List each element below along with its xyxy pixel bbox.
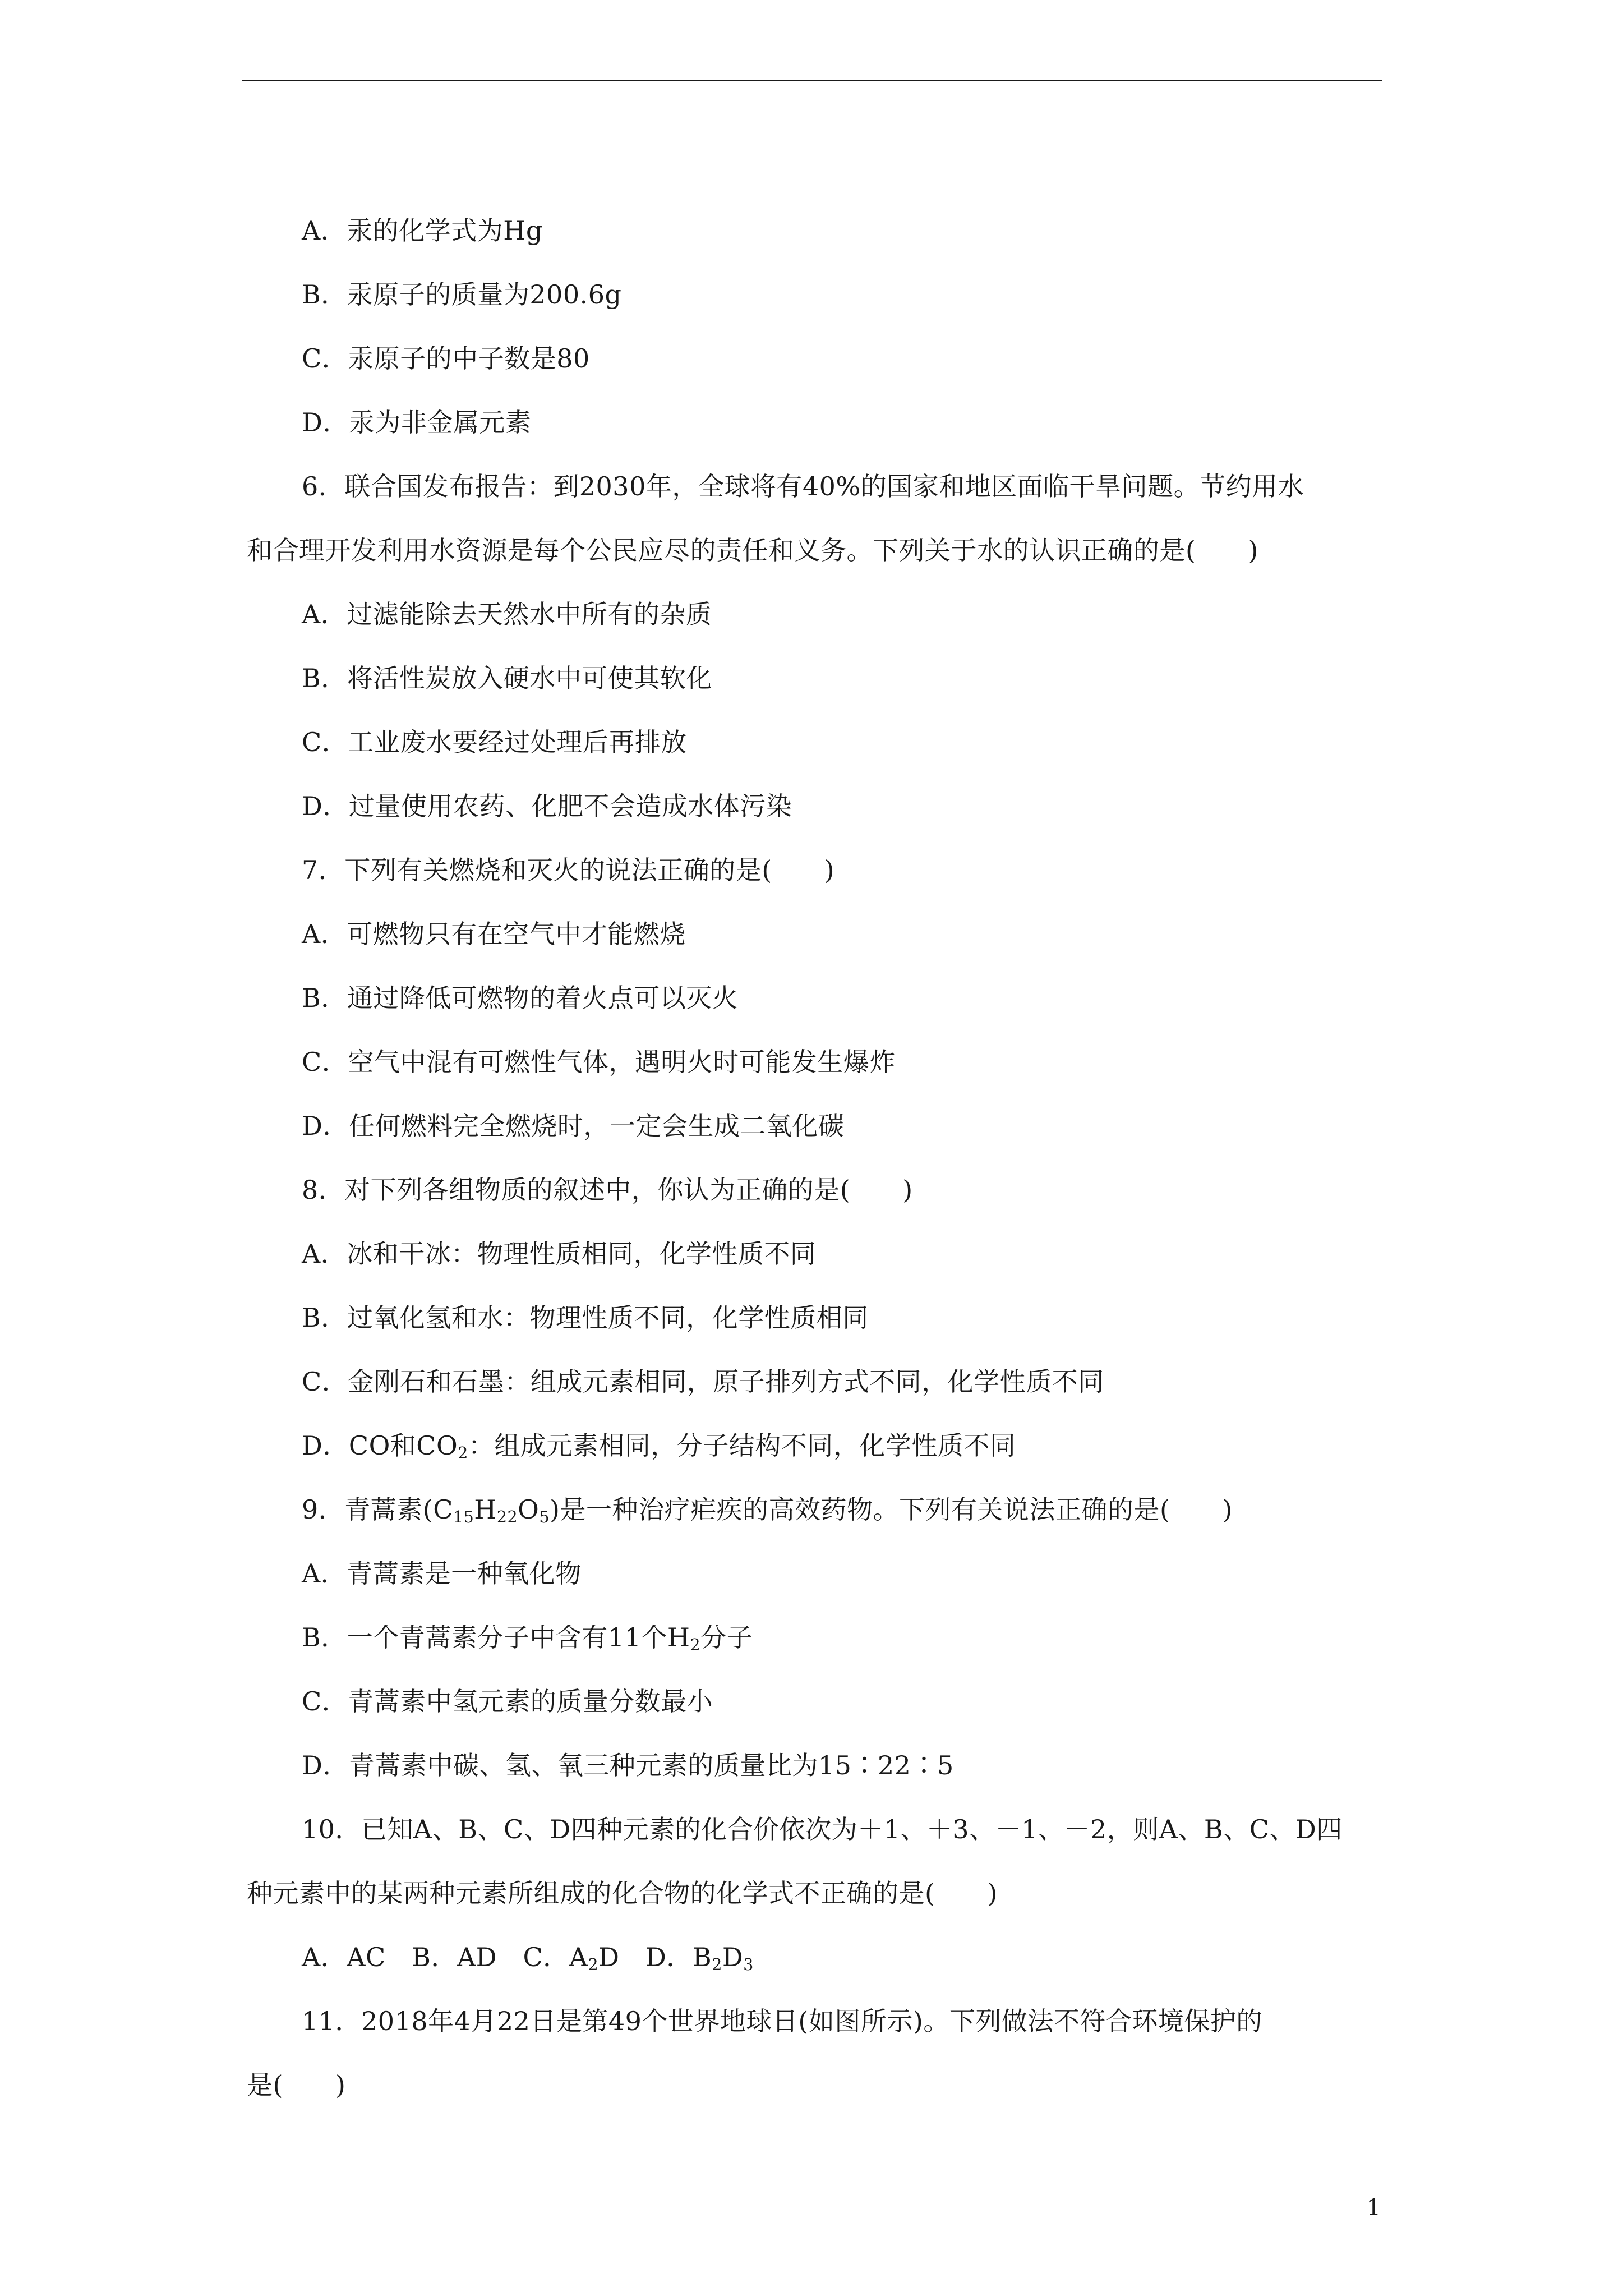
q7-stem: 7．下列有关燃烧和灭火的说法正确的是( ): [302, 855, 835, 885]
header-rule: [242, 80, 1382, 81]
q7-option-a: A．可燃物只有在空气中才能燃烧: [302, 919, 686, 949]
page-number: 1: [1366, 2195, 1381, 2221]
q11-stem-line1: 11．2018年4月22日是第49个世界地球日(如图所示)。下列做法不符合环境保护的: [302, 2006, 1262, 2036]
q9-option-b: B．一个青蒿素分子中含有11个$H_2$分子: [302, 1622, 753, 1655]
q9-stem: 9．青蒿素$(C_{15}H_{22}O_5)$是一种治疗疟疾的高效药物。下列有关说法正确的是( ): [302, 1494, 1233, 1527]
q7-option-c: C．空气中混有可燃性气体，遇明火时可能发生爆炸: [302, 1047, 896, 1077]
q6-option-a: A．过滤能除去天然水中所有的杂质: [302, 599, 712, 629]
q9-option-d: D．青蒿素中碳、氢、氧三种元素的质量比为15∶22∶5: [302, 1750, 954, 1780]
q10-stem-line2: 种元素中的某两种元素所组成的化合物的化学式不正确的是( ): [247, 1878, 998, 1908]
q5-option-b: B．汞原子的质量为200.6g: [302, 279, 622, 310]
q7-option-d: D．任何燃料完全燃烧时，一定会生成二氧化碳: [302, 1111, 845, 1141]
q6-option-b: B．将活性炭放入硬水中可使其软化: [302, 663, 712, 693]
q8-stem: 8．对下列各组物质的叙述中，你认为正确的是( ): [302, 1175, 913, 1205]
q6-stem-line1: 6．联合国发布报告：到2030年，全球将有40%的国家和地区面临干旱问题。节约用水: [302, 471, 1304, 501]
q5-option-a: A．汞的化学式为Hg: [302, 215, 543, 246]
q9-option-a: A．青蒿素是一种氧化物: [302, 1558, 582, 1589]
q8-option-d: D．CO和$CO_2$：组成元素相同，分子结构不同，化学性质不同: [302, 1430, 1016, 1463]
q8-option-c: C．金刚石和石墨：组成元素相同，原子排列方式不同，化学性质不同: [302, 1366, 1104, 1397]
q6-stem-line2: 和合理开发利用水资源是每个公民应尽的责任和义务。下列关于水的认识正确的是( ): [247, 535, 1258, 565]
q10-options: A．AC B．AD C．$A_2D$ D．$B_2D_3$: [302, 1942, 754, 1975]
q5-option-d: D．汞为非金属元素: [302, 407, 532, 438]
q8-option-b: B．过氧化氢和水：物理性质不同，化学性质相同: [302, 1303, 869, 1333]
q8-option-a: A．冰和干冰：物理性质相同，化学性质不同: [302, 1239, 817, 1269]
q11-stem-line2: 是( ): [247, 2070, 346, 2100]
q7-option-b: B．通过降低可燃物的着火点可以灭火: [302, 983, 739, 1013]
q6-option-c: C．工业废水要经过处理后再排放: [302, 727, 687, 757]
q10-stem-line1: 10．已知A、B、C、D四种元素的化合价依次为＋1、＋3、－1、－2，则A、B、C、D四: [302, 1814, 1343, 1844]
q5-option-c: C．汞原子的中子数是80: [302, 343, 590, 374]
q6-option-d: D．过量使用农药、化肥不会造成水体污染: [302, 791, 792, 821]
q9-option-c: C．青蒿素中氢元素的质量分数最小: [302, 1686, 713, 1717]
